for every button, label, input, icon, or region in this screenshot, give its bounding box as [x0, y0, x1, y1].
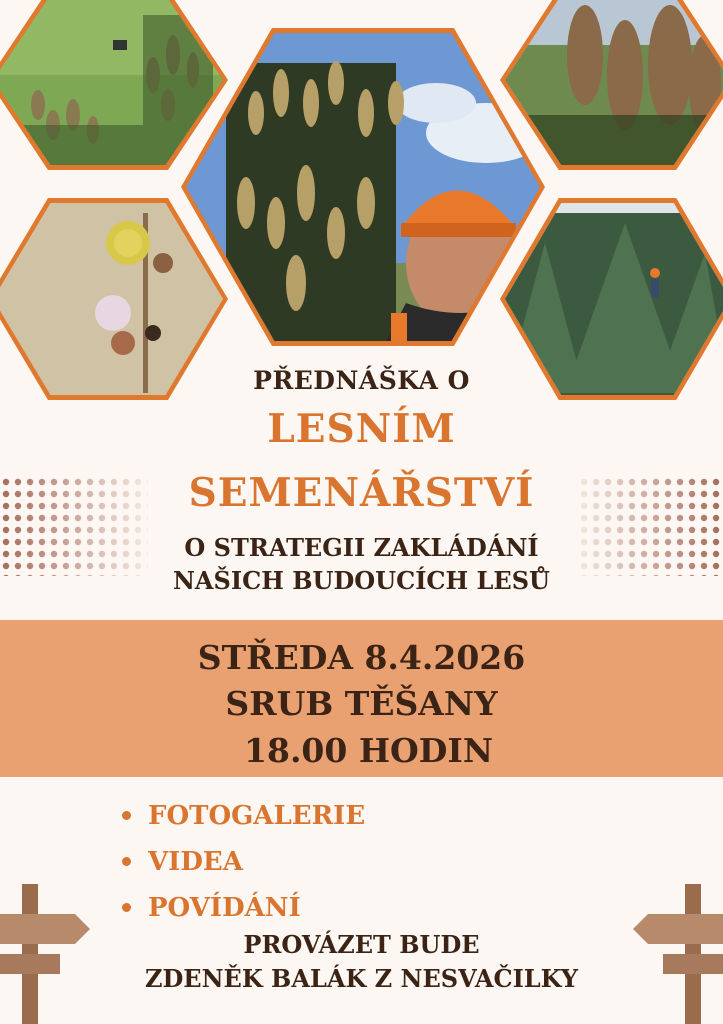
photo-hex-cones-closeup: [500, 0, 723, 170]
title-line-1: LESNÍM: [267, 406, 456, 452]
bullet-dot-icon: [122, 857, 131, 866]
host-line-1: PROVÁZET BUDE: [243, 930, 480, 959]
topic-line-2: NAŠICH BUDOUCÍCH LESŮ: [172, 566, 550, 595]
bullet-dot-icon: [122, 811, 131, 820]
list-item: [122, 798, 365, 844]
halftone-dots-right: [578, 476, 723, 576]
photo-hex-aerial-cones: [0, 0, 228, 170]
feature-label: VIDEA: [148, 847, 243, 877]
intro-heading: PŘEDNÁŠKA O: [253, 366, 470, 395]
event-date: STŘEDA 8.4.2026: [197, 638, 526, 677]
feature-label: FOTOGALERIE: [148, 801, 366, 831]
photo-aerial-cones: [0, 0, 223, 165]
halftone-dots-left: [0, 476, 148, 576]
topic-line-1: O STRATEGII ZAKLÁDÁNÍ: [184, 533, 539, 562]
feature-label: POVÍDÁNÍ: [148, 893, 301, 923]
host-line-2: ZDENĚK BALÁK Z NESVAČILKY: [144, 964, 579, 993]
photo-climber-portrait: [186, 33, 540, 341]
list-item: [122, 844, 365, 890]
photo-cones-closeup: [505, 0, 723, 165]
bullet-dot-icon: [122, 903, 131, 912]
signpost-icon-left: [0, 884, 95, 1024]
signpost-icon-right: [630, 884, 723, 1024]
event-place: SRUB TĚŠANY: [225, 684, 498, 723]
photo-hex-climber-portrait: [181, 28, 545, 346]
title-line-2: SEMENÁŘSTVÍ: [188, 470, 535, 516]
event-time: 18.00 HODIN: [244, 731, 493, 770]
features-list: [122, 798, 365, 936]
